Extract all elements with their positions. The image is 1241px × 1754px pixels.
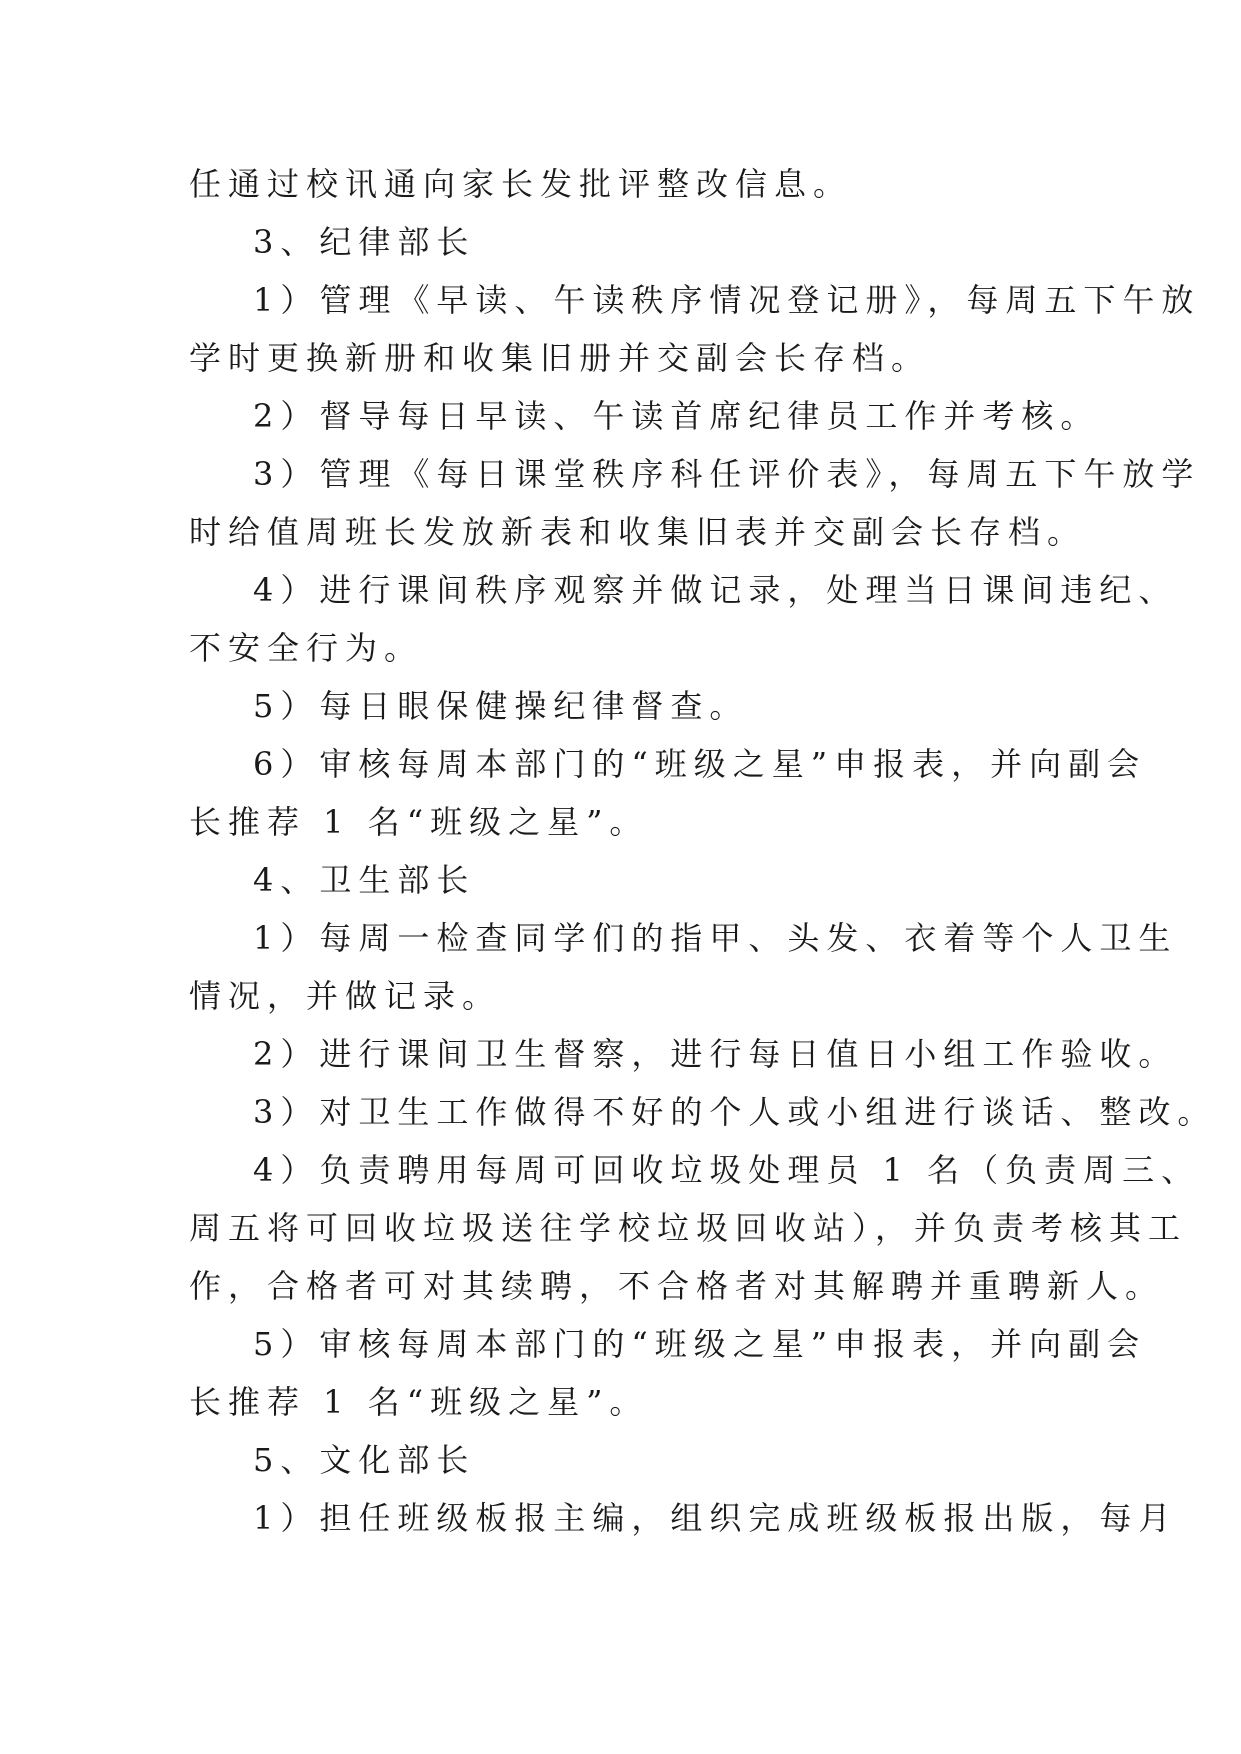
section-heading: 5、文化部长 (253, 1441, 476, 1479)
text-line: 4）进行课间秩序观察并做记录，处理当日课间违纪、 (253, 571, 1178, 609)
text-line: 作，合格者可对其续聘，不合格者对其解聘并重聘新人。 (189, 1267, 1165, 1305)
document-body (189, 155, 1217, 1547)
text-line: 不安全行为。 (189, 629, 424, 667)
text-line: 学时更换新册和收集旧册并交副会长存档。 (189, 339, 931, 377)
section-heading: 4、卫生部长 (253, 861, 476, 899)
text-line: 时给值周班长发放新表和收集旧表并交副会长存档。 (189, 513, 1087, 551)
text-line: 长推荐 1 名“班级之星”。 (189, 1383, 649, 1421)
text-line: 1）管理《早读、午读秩序情况登记册》，每周五下午放 (253, 281, 1201, 319)
text-line: 6）审核每周本部门的“班级之星”申报表，并向副会 (253, 745, 1147, 783)
text-line: 周五将可回收垃圾送往学校垃圾回收站），并负责考核其工 (189, 1209, 1188, 1247)
text-line: 3）对卫生工作做得不好的个人或小组进行谈话、整改。 (253, 1093, 1217, 1131)
text-line: 情况，并做记录。 (189, 977, 502, 1015)
text-line: 1）每周一检查同学们的指甲、头发、衣着等个人卫生 (253, 919, 1178, 957)
text-line: 2）督导每日早读、午读首席纪律员工作并考核。 (253, 397, 1100, 435)
text-line: 5）审核每周本部门的“班级之星”申报表，并向副会 (253, 1325, 1147, 1363)
text-line: 3）管理《每日课堂秩序科任评价表》，每周五下午放学 (253, 455, 1201, 493)
text-line: 2）进行课间卫生督察，进行每日值日小组工作验收。 (253, 1035, 1178, 1073)
text-line: 任通过校讯通向家长发批评整改信息。 (189, 165, 853, 203)
text-line: 长推荐 1 名“班级之星”。 (189, 803, 649, 841)
text-line: 4）负责聘用每周可回收垃圾处理员 1 名（负责周三、 (253, 1151, 1201, 1189)
section-heading: 3、纪律部长 (253, 223, 476, 261)
text-line: 5）每日眼保健操纪律督查。 (253, 687, 749, 725)
text-line: 1）担任班级板报主编，组织完成班级板报出版，每月 (253, 1499, 1178, 1537)
